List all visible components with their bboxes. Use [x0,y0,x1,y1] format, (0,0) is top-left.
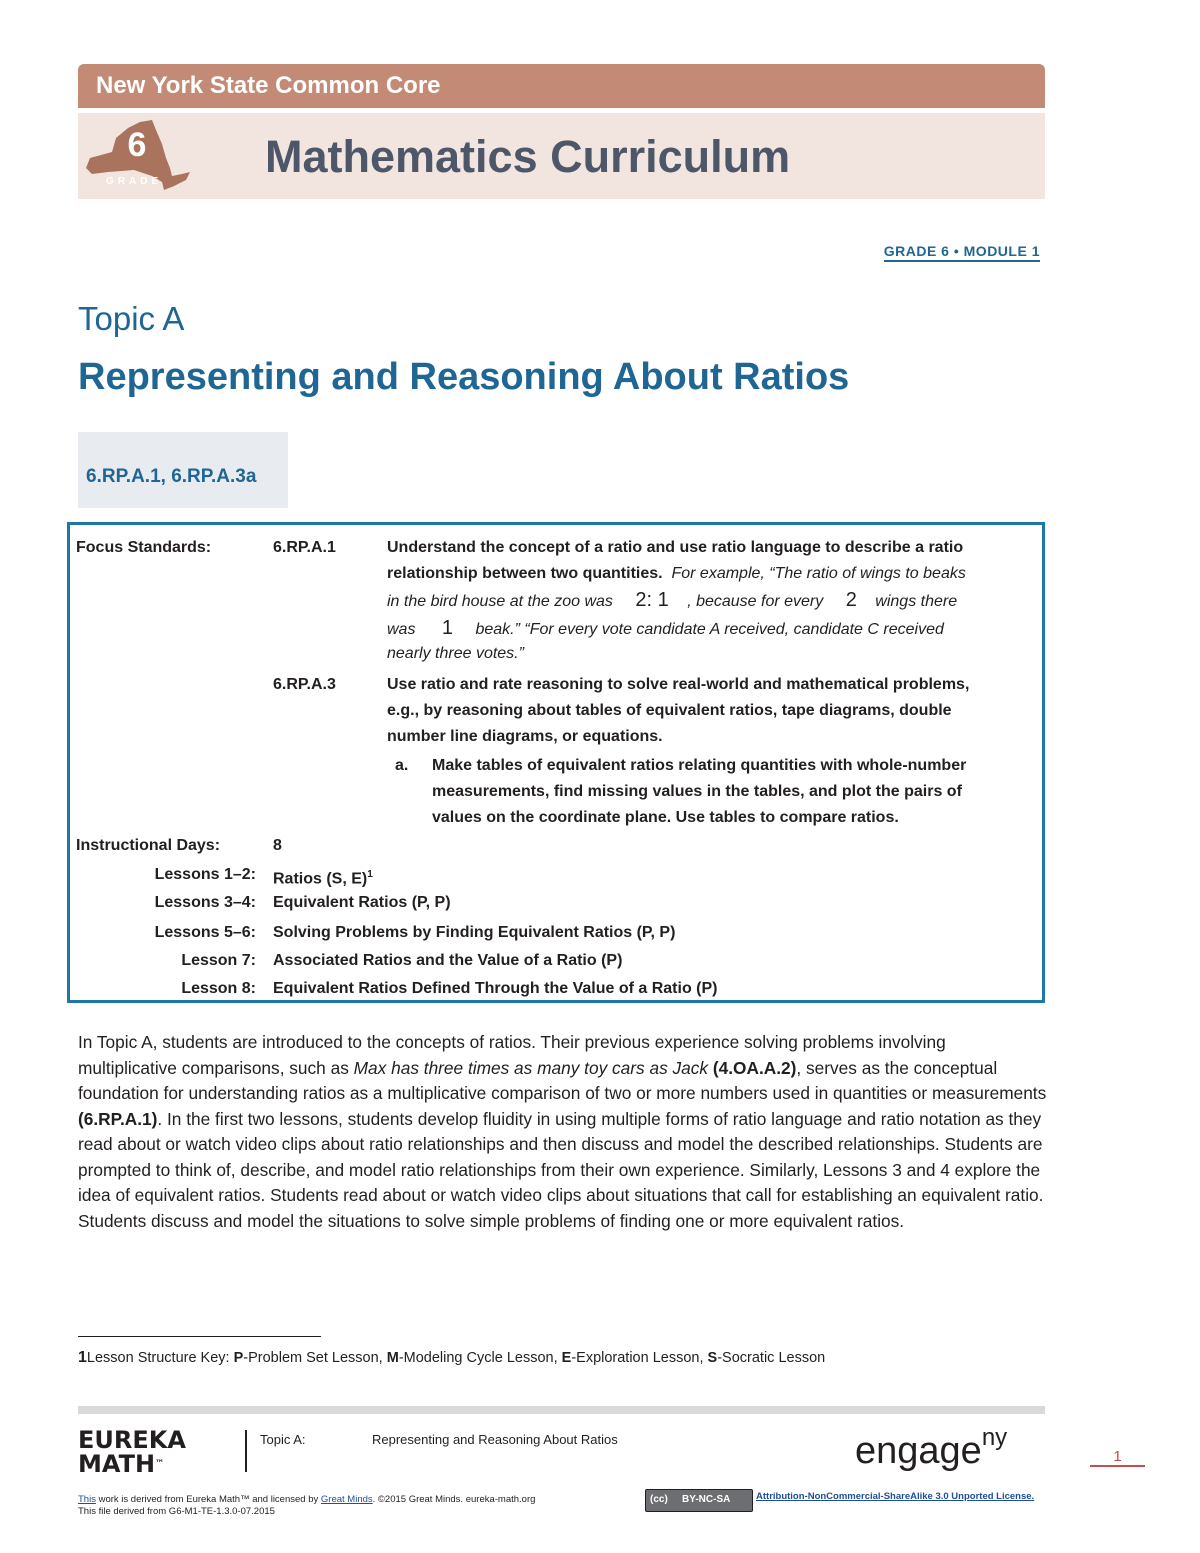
lesson-title: Ratios (S, E)$^1$ [273,869,373,888]
instructional-days-value: 8 [273,837,282,854]
great-minds-link[interactable]: Great Minds [320,1494,373,1505]
standards-box [78,432,288,508]
footnote-divider [78,1336,321,1337]
footer-divider [78,1406,1045,1414]
creative-commons-badge-icon[interactable]: (cc) BY-NC-SA [645,1489,753,1512]
lesson-label: Lessons 1–2: [154,866,256,883]
footer-topic-label: Topic A: [260,1432,306,1447]
instructional-days-label: Instructional Days: [76,837,221,854]
standard-code: 6.RP.A.1 [273,539,336,556]
engageny-logo: engage$^{ny}$ [855,1424,1008,1472]
focus-standards-table [67,522,1045,1003]
credit-link[interactable]: This [78,1494,96,1505]
lesson-title: Associated Ratios and the Value of a Ratio (P) [273,952,623,969]
header-banner [78,64,1045,108]
substandard-marker: a. [395,757,409,774]
footer-credit: This work is derived from Eureka Math™ and licensed by Great Minds. ©2015 Great Minds. eureka-math.org This file derived from G6-M1-TE-1.3.0-07.2015 [78,1494,536,1517]
footnote: 1Lesson Structure Key: P-Problem Set Lesson, M-Modeling Cycle Lesson, E-Exploration Lesson, S-Socratic Lesson [78,1349,826,1366]
substandard-text: Make tables of equivalent ratios relating quantities with whole-number [432,757,967,774]
lesson-label: Lessons 5–6: [154,924,256,941]
grade-module-label: GRADE 6 • MODULE 1 [884,243,1040,262]
grade-word: GRADE [106,176,163,187]
footer-topic-title: Representing and Reasoning About Ratios [372,1432,618,1447]
topic-overview-paragraph: In Topic A, students are introduced to the concepts of ratios. Their previous experience solving problems involving multiplicative comparisons, such as Max has three times as many toy cars as Jack (4.OA.A.2), serves as the conceptual foundation for understanding ratios as a multiplicative comparison of two or more numbers used in quantities or measurements (6.RP.A.1). In the first two lessons, students develop fluidity in using multiple forms of ratio language and ratio notation as they read about or watch video clips about ratio relationships and then discuss and model the described relationships. Students are prompted to think of, describe, and model ratio relationships from their own experience. Similarly, Lessons 3 and 4 explore the idea of equivalent ratios. Students read about or watch video clips about situations that call for establishing an equivalent ratio. Students discuss and model the situations to solve simple problems of finding one or more equivalent ratios. [78,1032,1047,1231]
standard-text: Use ratio and rate reasoning to solve real-world and mathematical problems, [387,676,970,693]
standard-text: Understand the concept of a ratio and use ratio language to describe a ratio [387,539,964,556]
curriculum-title: Mathematics Curriculum [265,131,791,182]
focus-standards-label: Focus Standards: [76,539,212,556]
standard-text: e.g., by reasoning about tables of equivalent ratios, tape diagrams, double [387,702,952,719]
substandard-text: values on the coordinate plane. Use tables to compare ratios. [432,809,899,826]
grade-number: 6 [127,126,147,164]
lesson-title: Equivalent Ratios (P, P) [273,894,451,911]
standard-text: number line diagrams, or equations. [387,728,663,745]
standard-example: in the bird house at the zoo was 2: 1 , because for every 2 wings there [387,589,958,611]
license-link[interactable]: Attribution-NonCommercial-ShareAlike 3.0 Unported License. [756,1491,1035,1502]
standard-example: nearly three votes.” [387,645,524,662]
lesson-title: Equivalent Ratios Defined Through the Value of a Ratio (P) [273,980,718,997]
topic-title: Representing and Reasoning About Ratios [78,356,850,398]
page-number: 1 [1090,1448,1145,1467]
lesson-title: Solving Problems by Finding Equivalent Ratios (P, P) [273,924,676,941]
topic-label: Topic A [78,300,185,337]
lesson-label: Lesson 7: [181,952,256,969]
standard-example: was 1 beak.” “For every vote candidate A received, candidate C received [387,617,944,639]
footer-vertical-divider [245,1430,247,1472]
standards-codes: 6.RP.A.1, 6.RP.A.3a [86,466,257,487]
banner-title: New York State Common Core [96,72,441,99]
lesson-label: Lessons 3–4: [154,894,256,911]
eureka-math-logo: EUREKA MATH™ [78,1426,186,1478]
standard-code: 6.RP.A.3 [273,676,336,693]
lesson-label: Lesson 8: [181,980,256,997]
substandard-text: measurements, find missing values in the tables, and plot the pairs of [432,783,962,800]
standard-text: relationship between two quantities. For example, “The ratio of wings to beaks [387,565,966,582]
